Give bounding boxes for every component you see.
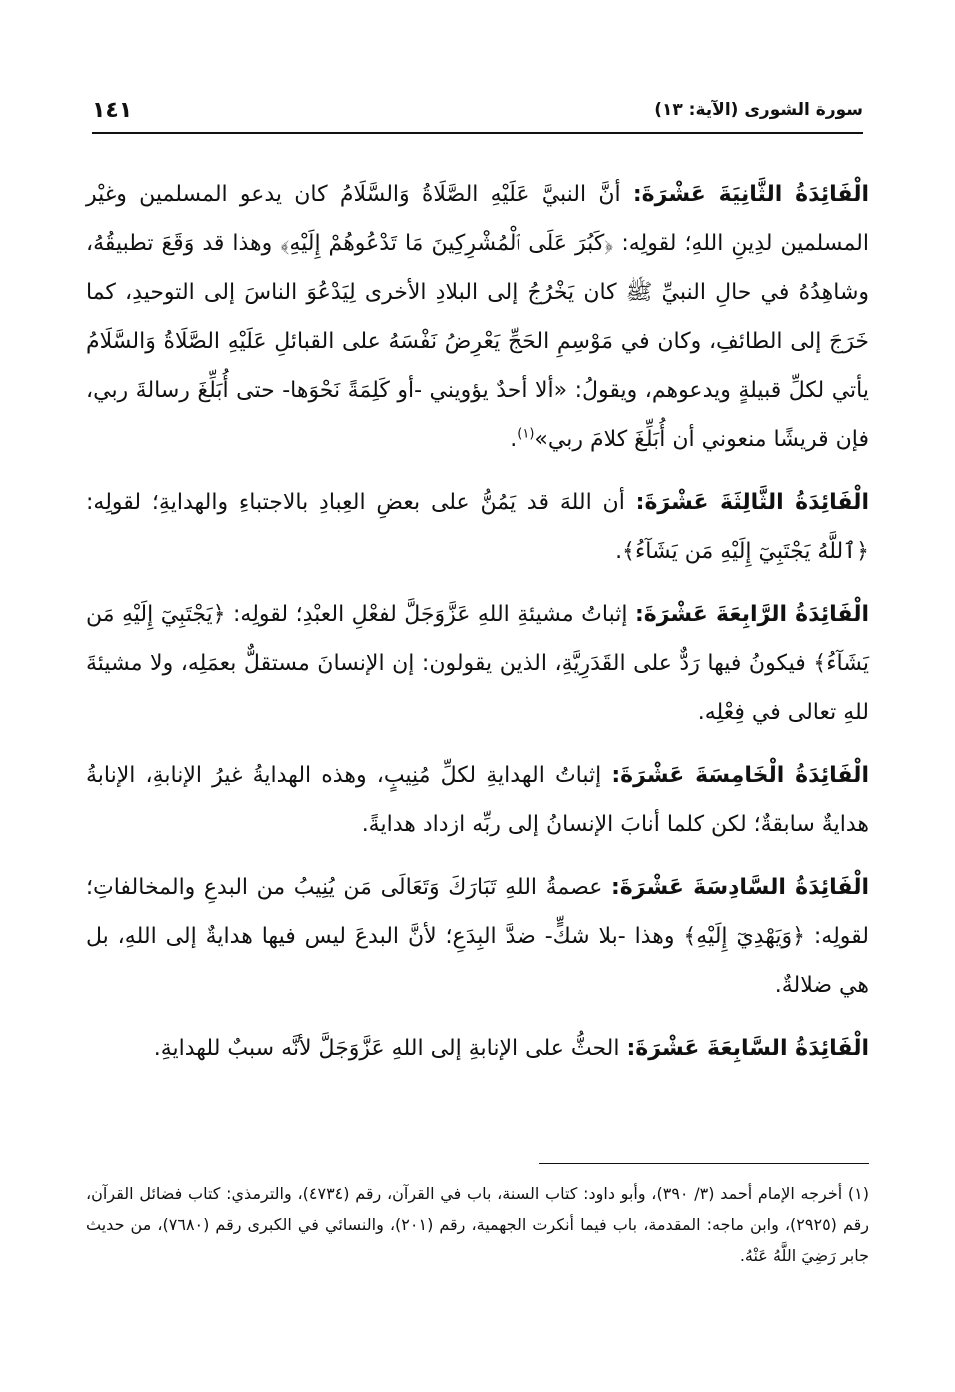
running-title: سورة الشورى (الآية: ١٣) bbox=[654, 100, 863, 120]
benefit-15-paragraph bbox=[86, 751, 869, 849]
benefit-text: عصمةُ اللهِ تَبَارَكَ وَتَعَالَى مَن يُنِيبُ من البدعِ والمخالفاتِ؛ لقولِه: ﴿وَيَهْدِيٓ إِلَيْهِ﴾ وهذا -بلا شكٍّ- ضدَّ البِدَعِ؛ لأنَّ البدعَ ليس فيها هدايةٌ إلى اللهِ، بل هي ضلالةٌ. bbox=[86, 875, 869, 998]
benefit-13-paragraph bbox=[86, 478, 869, 576]
benefit-heading: الْفَائِدَةُ السَّادِسَةَ عَشْرَةَ: bbox=[610, 875, 869, 900]
benefit-text: أن اللهَ قد يَمُنُّ على بعضِ العِبادِ بالاجتباءِ والهدايةِ؛ لقولِه: ﴿ٱللَّهُ يَجْتَبِيٓ إِلَيْهِ مَن يَشَآءُ﴾. bbox=[86, 490, 869, 564]
benefit-14-paragraph bbox=[86, 590, 869, 737]
benefit-text: إثباتُ الهدايةِ لكلِّ مُنِيبٍ، وهذه الهدايةُ غيرُ الإنابةِ، الإنابةُ هدايةٌ سابقةٌ؛ لكن كلما أنابَ الإنسانُ إلى ربِّه ازداد هدايةً. bbox=[86, 763, 869, 837]
page-number: ١٤١ bbox=[92, 98, 133, 123]
benefit-16-paragraph bbox=[86, 863, 869, 1010]
benefit-text: أنَّ النبيَّ عَلَيْهِ الصَّلَاةُ وَالسَّلَامُ كان يدعو المسلمين وغيْر المسلمين لدِينِ اللهِ؛ لقولِه: ﴿كَبُرَ عَلَى ٱلْمُشْرِكِينَ مَا تَدْعُوهُمْ إِلَيْهِ﴾ وهذا قد وَقَعَ تطبيقُهُ، وشاهِدُهُ في حالِ النبيِّ ﷺ كان يَخْرُجُ إلى البلادِ الأخرى لِيَدْعُوَ الناسَ إلى التوحيدِ، كما خَرَجَ إلى الطائفِ، وكان في مَوْسِمِ الحَجِّ يَعْرِضُ نَفْسَهُ على القبائلِ عَلَيْهِ الصَّلَاةُ وَالسَّلَامُ يأتي لكلِّ قبيلةٍ ويدعوهم، ويقولُ: «ألا أحدٌ يؤويني -أو كَلِمَةً نَحْوَها- حتى أُبَلِّغَ رسالةَ ربي، فإن قريشًا منعوني أن أُبَلِّغَ كلامَ ربي» bbox=[86, 182, 869, 452]
header-divider bbox=[92, 132, 863, 134]
benefit-12-paragraph bbox=[86, 170, 869, 464]
benefit-text: إثباتُ مشيئةِ اللهِ عَزَّوَجَلَّ لفعْلِ العبْدِ؛ لقولِه: ﴿يَجْتَبِيٓ إِلَيْهِ مَن يَشَآءُ﴾ فيكونُ فيها رَدٌّ على القَدَرِيَّةِ، الذين يقولون: إن الإنسانَ مستقلٌّ بعمَلِه، ولا مشيئةَ للهِ تعالى في فِعْلِه. bbox=[86, 602, 869, 725]
footnote-marker[interactable]: (١) bbox=[517, 426, 535, 442]
page-header bbox=[92, 96, 863, 136]
benefit-heading: الْفَائِدَةُ الثَّالِثَةَ عَشْرَةَ: bbox=[635, 490, 869, 515]
main-text bbox=[86, 170, 869, 1087]
benefit-heading: الْفَائِدَةُ الثَّانِيَةَ عَشْرَةَ: bbox=[632, 182, 869, 207]
benefit-heading: الْفَائِدَةُ الْخَامِسَةَ عَشْرَةَ: bbox=[611, 763, 869, 788]
footnote-divider bbox=[539, 1163, 869, 1164]
sentence-end: . bbox=[510, 427, 518, 452]
footnote: (١) أخرجه الإمام أحمد (٣/ ٣٩٠)، وأبو داود: كتاب السنة، باب في القرآن، رقم (٤٧٣٤)، والترمذي: كتاب فضائل القرآن، رقم (٢٩٢٥)، وابن ماجه: المقدمة، باب فيما أنكرت الجهمية، رقم (٢٠١)، والنسائي في الكبرى رقم (٧٦٨٠)، من حديث جابر رَضِيَ اللَّهُ عَنْهُ. bbox=[86, 1184, 870, 1265]
benefit-17-paragraph bbox=[86, 1024, 869, 1073]
benefit-heading: الْفَائِدَةُ السَّابِعَةَ عَشْرَةَ: bbox=[626, 1036, 869, 1061]
benefit-heading: الْفَائِدَةُ الرَّابِعَةَ عَشْرَةَ: bbox=[634, 602, 869, 627]
benefit-text: الحثُّ على الإنابةِ إلى اللهِ عَزَّوَجَلَّ لأنَّه سببٌ للهدايةِ. bbox=[153, 1036, 620, 1061]
